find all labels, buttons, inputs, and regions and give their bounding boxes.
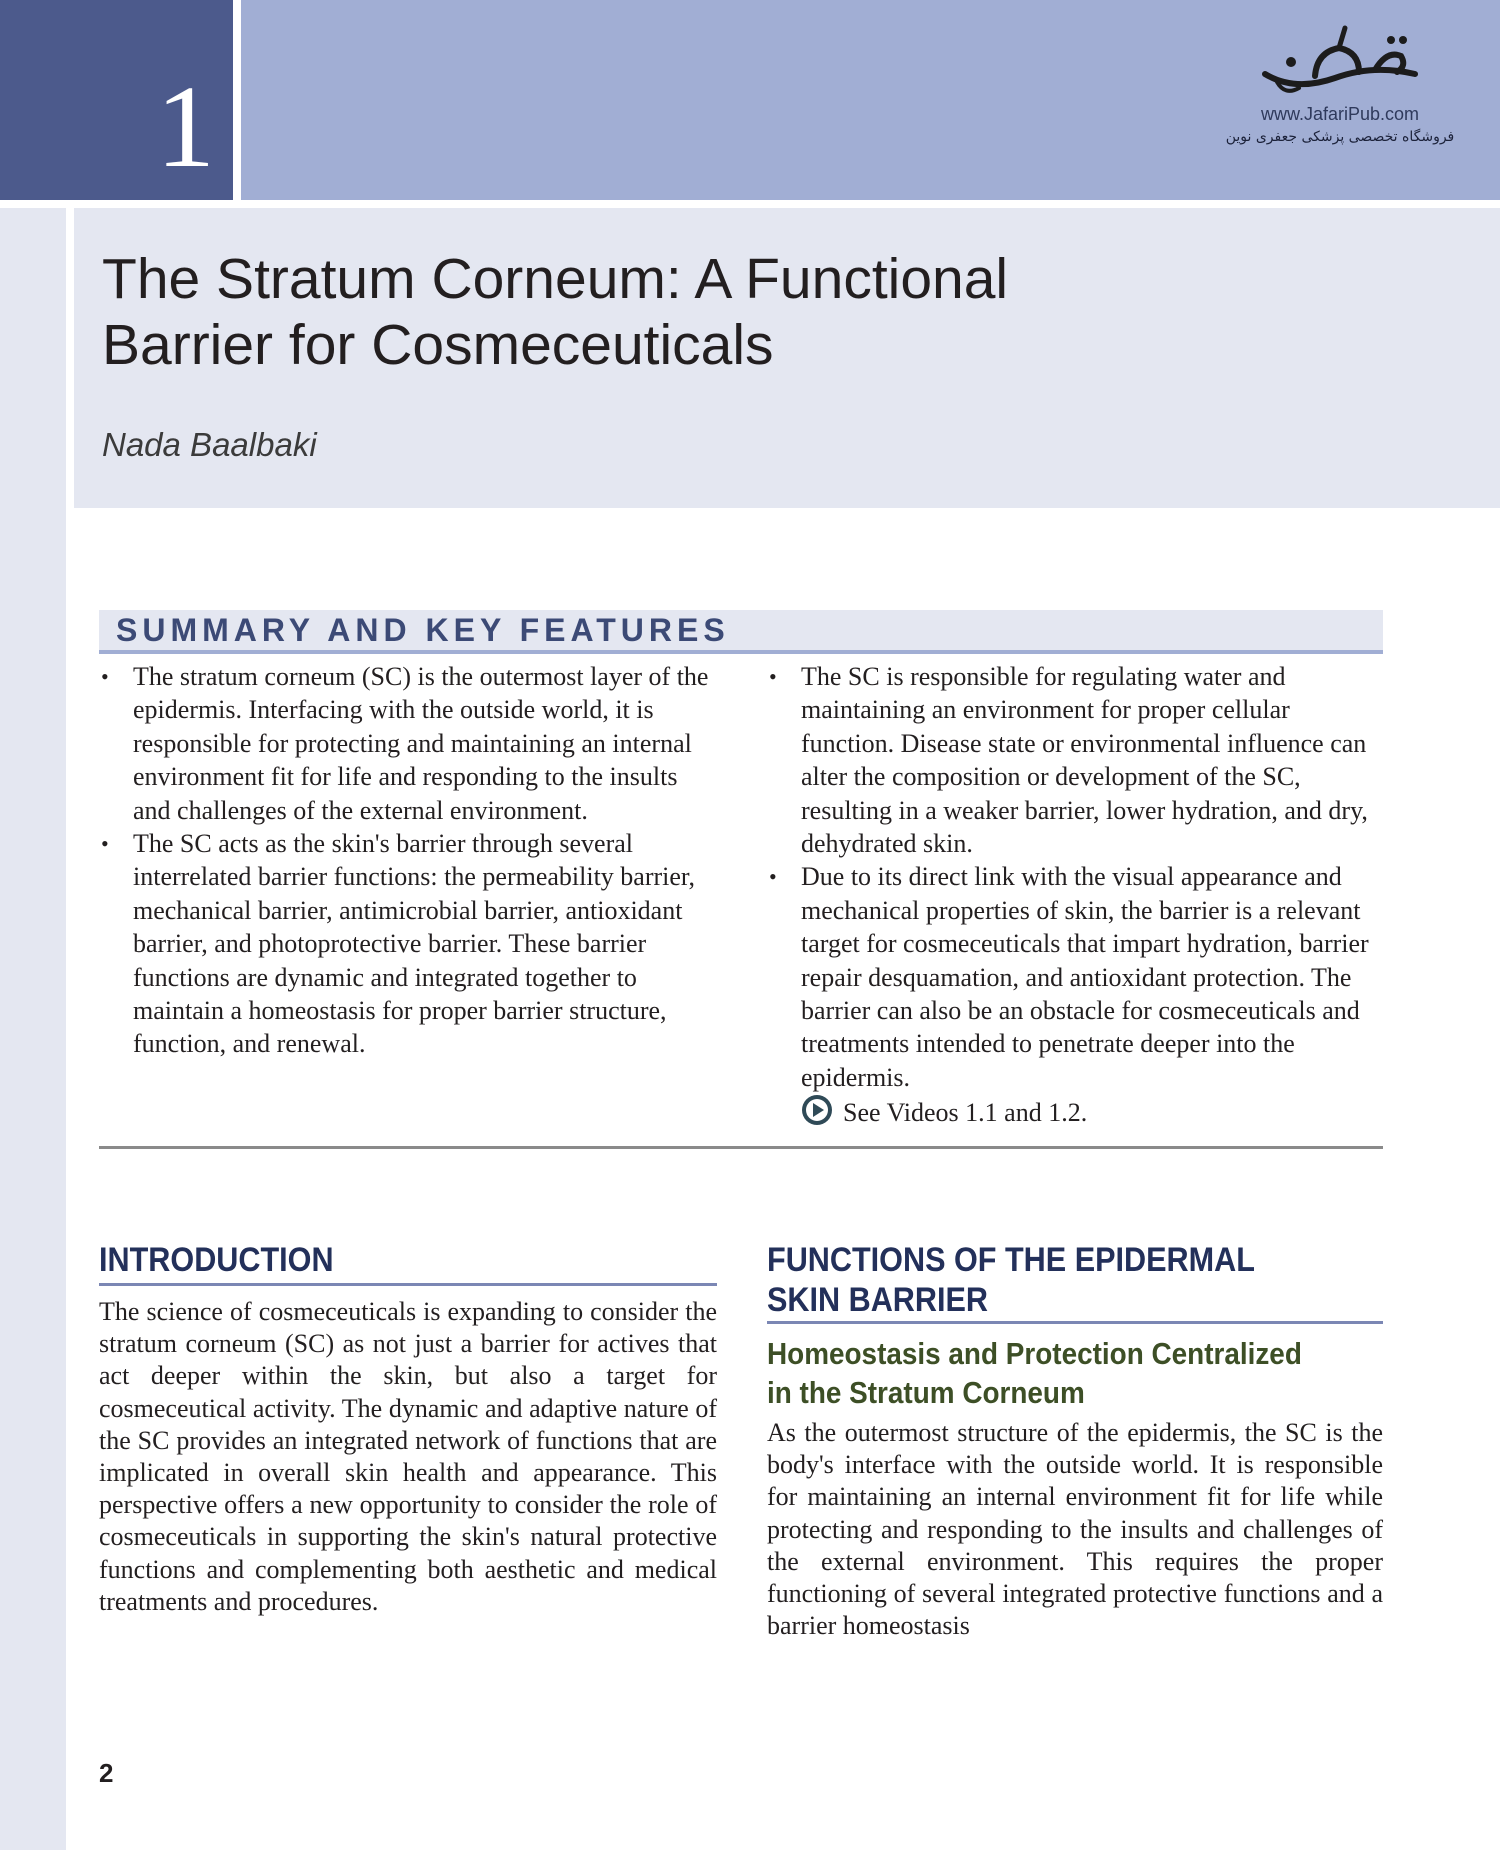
chapter-title-line-1: The Stratum Corneum: A Functional: [102, 247, 1009, 311]
publisher-url[interactable]: www.JafariPub.com: [1260, 104, 1420, 124]
publisher-logo[interactable]: [1220, 22, 1460, 172]
bullet-icon: •: [769, 864, 777, 890]
left-margin-strip: [0, 208, 66, 1850]
functions-heading-line-1: FUNCTIONS OF THE EPIDERMAL: [767, 1241, 1255, 1279]
summary-item-text: Due to its direct link with the visual appearance and mechanical properties of skin, the barrier is a relevant target for cosmeceuticals that impart hydration, barrier repair desquamation, and antioxidant protection. The barrier can also be an obstacle for cosmeceuticals and treatments intended to penetrate deeper into the epidermis.: [801, 862, 1369, 1092]
title-panel: [74, 208, 1500, 508]
functions-body: As the outermost structure of the epidermis, the SC is the body's interface with the outside world. It is responsible for maintaining an internal environment fit for life while protecting and responding to the insults and challenges of the external environment. This requires the proper functioning of several integrated protective functions and a barrier homeostasis: [767, 1418, 1383, 1641]
bullet-icon: •: [101, 664, 109, 689]
chapter-title-line-2: Barrier for Cosmeceuticals: [102, 313, 774, 377]
summary-item-text: The SC is responsible for regulating water and maintaining an environment for proper cellular function. Disease state or environmental influence can alter the composition or development of the SC, resulting in a weaker barrier, lower hydration, and dry, dehydrated skin.: [801, 662, 1368, 859]
summary-heading: SUMMARY AND KEY FEATURES: [116, 612, 730, 648]
functions-heading: [767, 1240, 1255, 1320]
functions-heading-rule: [767, 1321, 1383, 1324]
bullet-icon: •: [101, 831, 109, 857]
summary-item-text: The SC acts as the skin's barrier through several interrelated barrier functions: the permeability barrier, mechanical barrier, antimicrobial barrier, antioxidant barrier, and photoprotective barrier. These barrier functions are dynamic and integrated together to maintain a homeostasis for proper barrier structure, function, and renewal.: [133, 829, 696, 1059]
introduction-body: The science of cosmeceuticals is expanding to consider the stratum corneum (SC) as not just a barrier for actives that act deeper within the skin, but also a target for cosmeceutical activity. The dynamic and adaptive nature of the SC provides an integrated network of functions that are implicated in overall skin health and appearance. This perspective offers a new opportunity to consider the role of cosmeceuticals in supporting the skin's natural protective functions and complementing both aesthetic and medical treatments and procedures.: [99, 1297, 717, 1616]
introduction-heading-rule: [99, 1283, 717, 1286]
publisher-tagline: فروشگاه تخصصی پزشکی جعفری نوین: [1225, 129, 1455, 145]
summary-item: [99, 827, 719, 1061]
summary-column-right: [767, 660, 1383, 1130]
functions-subheading: [767, 1334, 1302, 1412]
functions-subheading-line-2: in the Stratum Corneum: [767, 1375, 1085, 1410]
author-name: Nada Baalbaki: [102, 426, 317, 463]
summary-column-left: [99, 660, 719, 1061]
chapter-title: [102, 246, 1202, 378]
chapter-number-box: [0, 0, 233, 200]
chapter-number: 1: [156, 61, 215, 192]
summary-item-text: The stratum corneum (SC) is the outermost layer of the epidermis. Interfacing with the outside world, it is responsible for protecting and maintaining an internal environment fit for life and responding to the insults and challenges of the external environment.: [133, 662, 709, 825]
page-number: 2: [99, 1758, 114, 1788]
publisher-logo-icon: [1255, 22, 1425, 102]
summary-list-left: [99, 660, 719, 1061]
introduction-heading: INTRODUCTION: [99, 1241, 334, 1279]
summary-item: [767, 660, 1383, 860]
header-band: [241, 0, 1500, 200]
summary-header: [99, 610, 1383, 654]
summary-list-right: [767, 660, 1383, 1094]
video-reference-link[interactable]: [767, 1094, 1383, 1129]
summary-item: [767, 860, 1383, 1094]
play-circle-icon: [801, 1094, 833, 1126]
functions-heading-line-2: SKIN BARRIER: [767, 1281, 989, 1319]
bullet-icon: •: [769, 664, 777, 689]
functions-subheading-line-1: Homeostasis and Protection Centralized: [767, 1336, 1302, 1371]
summary-bottom-rule: [99, 1146, 1383, 1149]
summary-item: [99, 660, 719, 827]
video-reference-text[interactable]: See Videos 1.1 and 1.2.: [843, 1098, 1088, 1128]
